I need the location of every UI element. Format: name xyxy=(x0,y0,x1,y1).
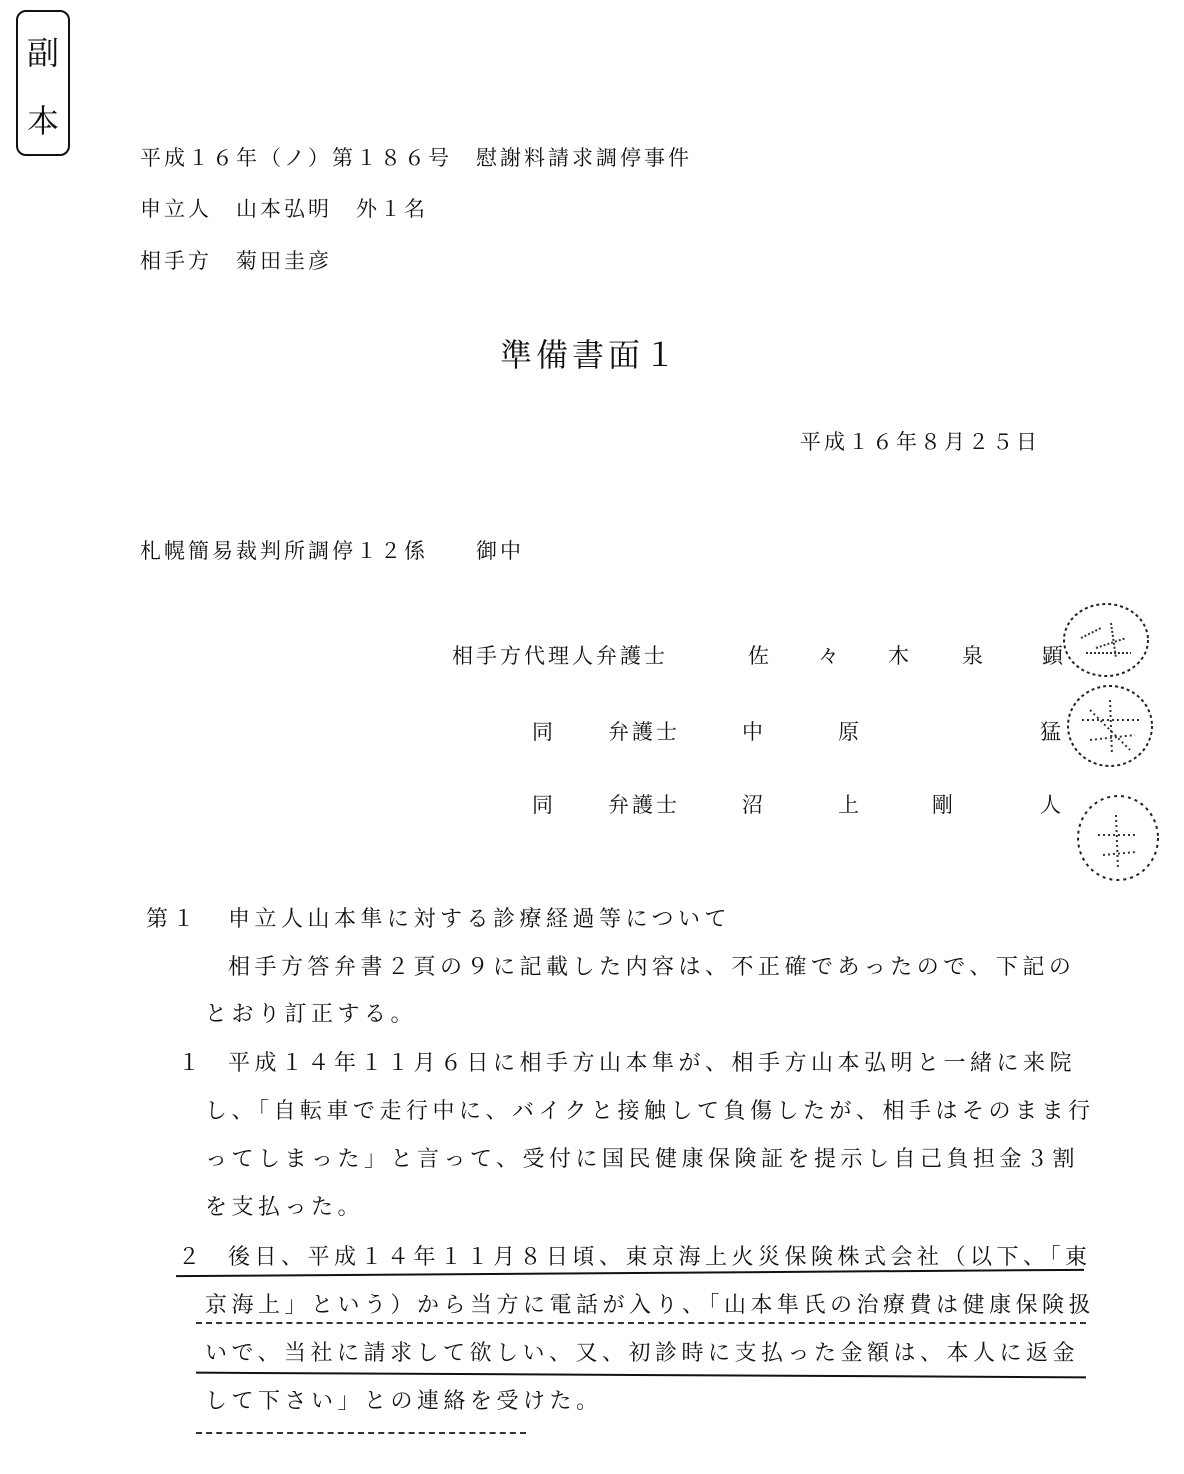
section-heading: 申立人山本隼に対する診療経過等について xyxy=(228,907,732,932)
counsel-role: 同 xyxy=(532,793,556,817)
seal-stamp-2 xyxy=(1060,680,1160,772)
stamp-char-2: 本 xyxy=(26,102,59,140)
counsel-name-char: 泉 xyxy=(962,644,986,668)
applicant-line: 申立人 山本弘明 外１名 xyxy=(140,197,428,221)
counsel-name-char: 人 xyxy=(1040,793,1064,817)
counsel-role: 相手方代理人弁護士 xyxy=(452,644,668,668)
document-date: 平成１６年８月２５日 xyxy=(800,430,1040,454)
stamp-char-1: 副 xyxy=(26,34,59,72)
counsel-name-char: 剛 xyxy=(932,793,956,817)
item-2-line-1: 後日、平成１４年１１月８日頃、東京海上火災保険株式会社（以下、「東 xyxy=(228,1245,1092,1270)
item-1-line-4: を支払った。 xyxy=(205,1195,365,1220)
counsel-name-char: 上 xyxy=(838,793,862,817)
item-1-line-1: 平成１４年１１月６日に相手方山本隼が、相手方山本弘明と一緒に来院 xyxy=(228,1051,1077,1076)
item-2-line-3: いで、当社に請求して欲しい、又、初診時に支払った金額は、本人に返金 xyxy=(205,1341,1080,1366)
item-2-line-2: 京海上」という）から当方に電話が入り、「山本隼氏の治療費は健康保険扱 xyxy=(205,1293,1096,1318)
item-1-line-2: し、「自転車で走行中に、バイクと接触して負傷したが、相手はそのまま行 xyxy=(205,1099,1095,1124)
counsel-name-char: 沼 xyxy=(742,793,766,817)
counsel-role: 同 xyxy=(532,720,556,744)
underline-mark xyxy=(196,1322,1086,1324)
counsel-title: 弁護士 xyxy=(608,793,680,817)
counsel-title: 弁護士 xyxy=(608,720,680,744)
seal-stamp-1 xyxy=(1056,598,1156,682)
intro-line-2: とおり訂正する。 xyxy=(205,1002,418,1027)
section-number: 第１ xyxy=(146,907,200,932)
item-2-line-4: して下さい」との連絡を受けた。 xyxy=(205,1389,603,1414)
counsel-name-char: 中 xyxy=(742,720,766,744)
court-addressee: 札幌簡易裁判所調停１２係 御中 xyxy=(140,539,524,563)
counsel-name-char: 猛 xyxy=(1040,720,1064,744)
item-1-line-3: ってしまった」と言って、受付に国民健康保険証を提示し自己負担金３割 xyxy=(205,1147,1080,1172)
counsel-name-char: 木 xyxy=(888,644,912,668)
item-number: ２ xyxy=(178,1245,205,1270)
counsel-name-char: 佐 xyxy=(748,644,772,668)
seal-stamp-3 xyxy=(1068,790,1168,886)
item-number: １ xyxy=(178,1051,205,1076)
underline-mark xyxy=(196,1432,526,1434)
counsel-name-char: 々 xyxy=(818,644,842,668)
document-title: 準備書面１ xyxy=(500,336,681,374)
copy-stamp xyxy=(16,10,70,156)
counsel-name-char: 原 xyxy=(838,720,862,744)
case-number: 平成１６年（ノ）第１８６号 慰謝料請求調停事件 xyxy=(140,146,692,170)
underline-mark xyxy=(196,1372,1086,1379)
counsel-name-char: 顕 xyxy=(1042,644,1066,668)
intro-line-1: 相手方答弁書２頁の９に記載した内容は、不正確であったので、下記の xyxy=(228,955,1076,980)
respondent-line: 相手方 菊田圭彦 xyxy=(140,249,332,273)
